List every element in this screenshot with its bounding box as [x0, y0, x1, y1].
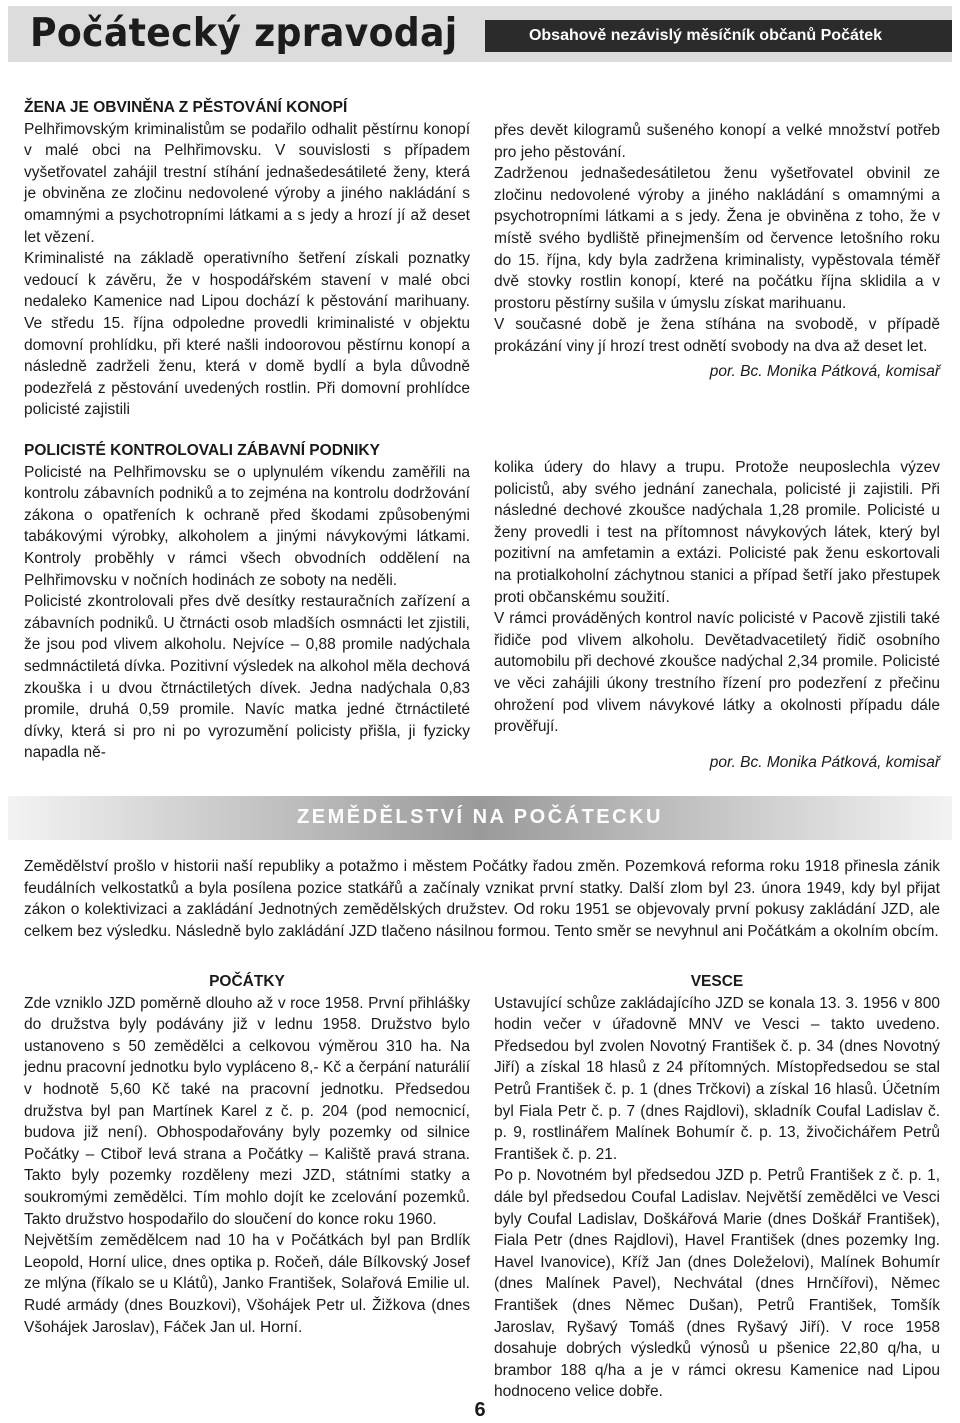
article2-right-column [494, 457, 940, 773]
section-intro [24, 856, 940, 942]
section-banner [8, 796, 952, 840]
masthead [8, 6, 952, 62]
article2-paragraph: Policisté zkontrolovali přes dvě desítky restauračních zařízení a zábavních podniků. U čtrnácti osob mladších osmnácti let zjistili, že jsou pod vlivem alkoholu. Nejvíce – 0,88 promile nadýchala sedmnáctiletá dívka. Pozitivní výsledek na alkohol měla dechová zkouška i u dvou čtrnáctiletých dívek. Jedna nadýchala 0,83 promile, druhá 0,59 promile. Navíc matka jedné čtrnáctileté dívky, která si pro ni po vyrozumění policisty přišla, ji fyzicky napadla ně- [24, 593, 470, 762]
section-title: ZEMĚDĚLSTVÍ NA POČÁTECKU [297, 806, 663, 828]
page-number: 6 [474, 1399, 486, 1421]
article2-paragraph: kolika údery do hlavy a trupu. Protože neuposlechla výzev policistů, aby svého jednání zanechala, policisté ji zajistili. Při následné dechové zkoušce nadýchala 1,28 promile. Policisté u ženy provedli i test na přítomnost návykových látek, který byl pozitivní na amfetamin a extázi. Policisté pak ženu eskortovali na protialkoholní záchytnou stanici a případ šetří jako přestupek proti občanskému soužití. [494, 459, 940, 606]
pocatky-paragraph: Zde vzniklo JZD poměrně dlouho až v roce 1958. První přihlášky do družstva byly podávány již v lednu 1958. Družstvo bylo ustanoveno s 50 zemědělci a celkovou výměrou 310 ha. Na jednu pracovní jednotku bylo vypláceno 8,- Kč a čerpání naturálií v hodnotě 5,60 Kč také na pracovní jednotku. Předsedou družstva byl pan Martínek Karel z č. p. 204 (pod nemocnicí, budova již není). Obhospodařovány byly pozemky od silnice Počátky – Ctiboř levá strana a Počátky – Kaliště pravá strana. Takto byly pozemky rozděleny mezi JZD, státními statky a soukromými zemědělci. Tím mohlo dojít ke zcelování pozemků. Takto družstvo hospodařilo do sloučení do konce roku 1960. [24, 994, 470, 1228]
article2-left-column [24, 440, 470, 764]
vesce-paragraph: Ustavující schůze zakládajícího JZD se konala 13. 3. 1956 v 800 hodin večer v úřadovně MNV ve Vesci – takto uvedeno. Předsedou byl zvolen Novotný František č. p. 34 (dnes Novotný Jiří) a získal 18 hlasů z 24 přítomných. Místopředsedou se stal Petrů František č. p. 1 (dnes Trčkovi) a získal 16 hlasů. Účetním byl Fiala Petr č. p. 7 (dnes Rajdlovi), skladník Coufal Ladislav č. p. 9, rostlinářem Malínek Bohumír č. p. 13, živočichářem Petrů František č. p. 21. [494, 994, 940, 1163]
article1-paragraph: V současné době je žena stíhána na svobodě, v případě prokázání viny jí hrozí trest odnětí svobody na dva až deset let. [494, 316, 940, 355]
masthead-title: Počátecký zpravodaj [30, 11, 458, 56]
article1-left-column [24, 97, 470, 421]
vesce-paragraph: Po p. Novotném byl předsedou JZD p. Petrů František z č. p. 1, dále byl předsedou Coufal Ladislav. Největší zemědělci ve Vesci byly Coufal Ladislav, Doškářová Marie (dnes Doškář František), Fiala Petr (dnes Rajdlovi), Havel František (dnes pozemky Ing. Havel Ivanovice), Kříž Jan (dnes Doleželovi), Malínek Bohumír (dnes Malínek Pavel), Nechvátal (dnes Hrnčířovi), Němec František (dnes Němec Dušan), Petrů František, Tomšík Jaroslav, Ryšavý Tomáš (dnes Ryšavý Jiří). V roce 1958 dosahuje dobrých výsledků výnosů u pšenice 22,80 q/ha, u brambor 188 q/ha a je v rámci okresu Kamenice nad Lipou hodnoceno velice dobře. [494, 1167, 940, 1401]
article2-headline: POLICISTÉ KONTROLOVALI ZÁBAVNÍ PODNIKY [24, 442, 380, 459]
article2-paragraph: V rámci prováděných kontrol navíc policisté v Pacově zjistili také řidiče pod vlivem alkoholu. Devětadvacetiletý řidič osobního automobilu při dechové zkoušce nadýchal 2,34 promile. Policisté ve věci zahájili úkony trestního řízení pro podezření z přečinu ohrožení pod vlivem návykové látky a okolnosti případu dále prověřují. [494, 610, 940, 736]
article1-paragraph: Kriminalisté na základě operativního šetření získali poznatky vedoucí k závěru, že v hospodářském stavení v malé obci nedaleko Kamenice nad Lipou dochází k pěstování marihuany. Ve středu 15. října odpoledne provedli kriminalisté v objektu domovní prohlídku, při které našli indoorovou pěstírnu konopí a následně zadrželi ženu, která v domě bydlí a byla důvodně podezřelá z pěstování uvedených rostlin. Při domovní prohlídce policisté zajistili [24, 250, 470, 419]
vesce-column [494, 971, 940, 1403]
vesce-heading: VESCE [690, 973, 744, 990]
article1-paragraph: přes devět kilogramů sušeného konopí a velké množství potřeb pro jeho pěstování. [494, 122, 940, 161]
article1-headline: ŽENA JE OBVINĚNA Z PĚSTOVÁNÍ KONOPÍ [24, 99, 348, 116]
article1-author: por. Bc. Monika Pátková, komisař [709, 362, 940, 380]
article1-paragraph: Pelhřimovským kriminalistům se podařilo odhalit pěstírnu konopí v malé obci na Pelhřimovsku. V souvislosti s případem vyšetřovatel zahájil trestní stíhání jednašedesátileté ženy, která je obviněna ze zločinu nedovolené výroby a jiného nakládání s omamnými a psychotropními látkami a s jedy a hrozí jí až deset let vězení. [24, 120, 470, 246]
pocatky-column [24, 971, 470, 1338]
article1-right-column [494, 120, 940, 382]
pocatky-paragraph: Největším zemědělcem nad 10 ha v Počátkách byl pan Brdlík Leopold, Horní ulice, dnes optika p. Ročeň, dále Bílkovský Josef ze mlýna (říkalo se u Klátů), Janko František, Solařová Emilie ul. Rudé armády (dnes Bouzkovi), Všohájek Petr ul. Žižkova (dnes Všohájek Jaroslav), Fáček Jan ul. Horní. [24, 1232, 470, 1336]
pocatky-heading: POČÁTKY [209, 973, 285, 990]
article2-author: por. Bc. Monika Pátková, komisař [709, 753, 940, 771]
article1-paragraph: Zadrženou jednašedesátiletou ženu vyšetřovatel obvinil ze zločinu nedovolené výroby a jiného nakládání s omamnými a psychotropními látkami a s jedy. Žena je obviněna z toho, že v místě svého bydliště přinejmenším od července letošního roku do 15. října, kdy byla zadržena kriminalisty, vypěstovala téměř dvě stovky rostlin konopí, které na počátku října sklidila a v prostoru pěstírny sušila v úmyslu získat marihuanu. [494, 165, 940, 312]
masthead-tagline: Obsahově nezávislý měsíčník občanů Počátek [485, 20, 952, 52]
article2-paragraph: Policisté na Pelhřimovsku se o uplynulém víkendu zaměřili na kontrolu zábavních podniků a to zejména na kontrolu dodržování zákona o opatřeních k ochraně před škodami způsobenými tabákovými výrobky, alkoholem a jinými návykovými látkami. Kontroly proběhly v rámci všech obvodních oddělení na Pelhřimovsku v nočních hodinách ze soboty na neděli. [24, 463, 470, 589]
section-intro-text: Zemědělství prošlo v historii naší republiky a potažmo i městem Počátky řadou změn. Pozemková reforma roku 1918 přinesla zánik feudálních velkostatků a byla posílena pozice statkářů a začínaly vznikat první statky. Další zlom byl 23. února 1949, kdy byl přijat zákon o kolektivizaci a zakládání Jednotných zemědělských družstev. Od roku 1951 se objevovaly první pokusy zakládání JZD, ale celkem bez výsledku. Následně bylo zakládání JZD tlačeno násilnou formou. Tento směr se nevyhnul ani Počátkám a okolním obcím. [24, 858, 940, 940]
